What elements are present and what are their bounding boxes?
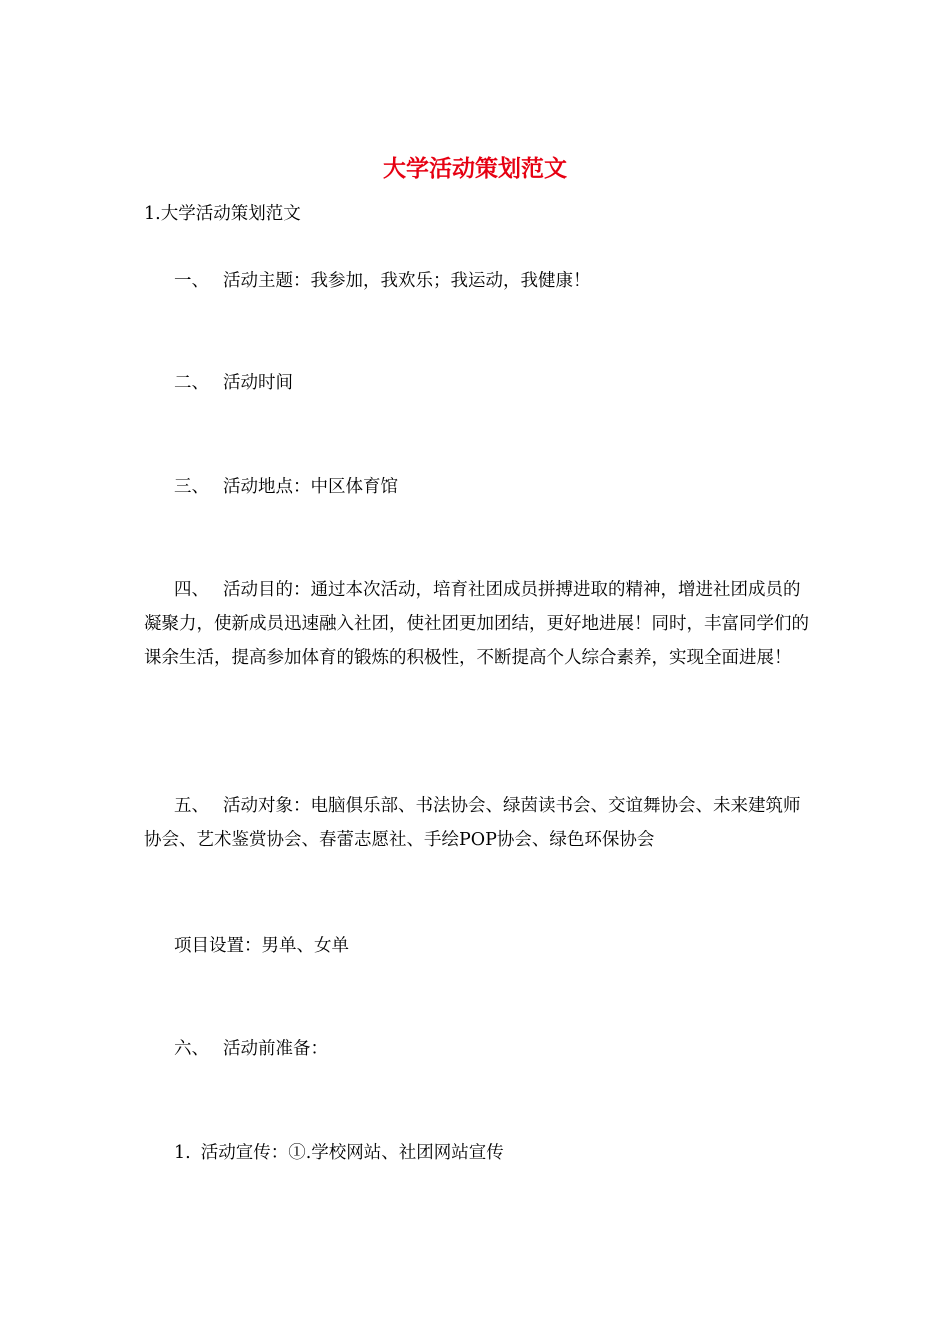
section-2-text: 活动时间 [223, 373, 293, 393]
section-6-number: 六、 [174, 1039, 209, 1059]
section-6-text: 活动前准备： [223, 1039, 328, 1059]
project-setting: 项目设置：男单、女单 [174, 936, 349, 956]
document-title: 大学活动策划范文 [383, 155, 567, 182]
section-1 [144, 264, 812, 298]
section-4-text: 活动目的：通过本次活动，培育社团成员拼搏进取的精神，增进社团成员的凝聚力，使新成员迅速融入社团，使社团更加团结，更好地进展！同时，丰富同学们的课余生活，提高参加体育的锻炼的积极性，不断提高个人综合素养，实现全面进展！ [144, 580, 809, 668]
section-5-text: 活动对象：电脑俱乐部、书法协会、绿茵读书会、交谊舞协会、未来建筑师协会、艺术鉴赏协会、春蕾志愿社、手绘POP协会、绿色环保协会 [144, 796, 801, 850]
section-6 [144, 1032, 812, 1066]
section-5 [144, 789, 812, 857]
section-3-text: 活动地点：中区体育馆 [223, 477, 398, 497]
item-1-number: 1. [174, 1143, 191, 1163]
section-3 [144, 470, 812, 504]
section-4 [144, 573, 812, 675]
document-subtitle: 1.大学活动策划范文 [144, 204, 301, 224]
section-5-number: 五、 [174, 796, 209, 816]
section-1-number: 一、 [174, 271, 209, 291]
section-1-text: 活动主题：我参加，我欢乐；我运动，我健康！ [223, 271, 591, 291]
section-2 [144, 366, 812, 400]
section-2-number: 二、 [174, 373, 209, 393]
item-1-text: 活动宣传：①.学校网站、社团网站宣传 [200, 1143, 504, 1163]
section-3-number: 三、 [174, 477, 209, 497]
item-1 [144, 1136, 812, 1170]
section-4-number: 四、 [174, 580, 209, 600]
